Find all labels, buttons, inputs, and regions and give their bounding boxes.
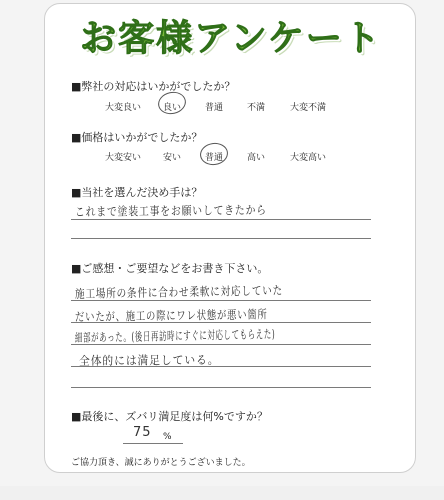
satisfaction-value: 75 [133,425,152,440]
price-option-2[interactable]: 安い [163,153,182,163]
service-option-1[interactable]: 大変良い [105,103,142,113]
footer-strip [0,486,444,500]
comment-answer-line-4: 全体的には満足している。 [78,352,220,368]
survey-card [44,3,416,473]
price-option-5[interactable]: 大変高い [290,153,327,163]
question-reason [71,184,202,200]
question-reason-text: ■当社を選んだ決め手は？ [71,186,203,199]
selected-price-circle [199,141,230,167]
question-price [71,129,202,145]
question-service-text: ■弊社の対応はいかがでしたか？ [71,80,236,93]
service-option-2[interactable]: 良い [163,103,182,113]
service-option-3[interactable]: 普通 [205,103,224,113]
comment-answer-line-2: だいたが、施工の際にワレ状態が悪い箇所 [74,307,268,324]
satisfaction-unit: % [163,432,172,442]
question-comments-text: ■ご感想・ご要望などをお書き下さい。 [71,262,269,275]
question-satisfaction [71,408,268,424]
comment-line-5 [71,387,371,388]
price-option-4[interactable]: 高い [247,153,266,163]
service-option-5[interactable]: 大変不満 [290,103,327,113]
reason-answer: これまで塗装工事をお願いしてきたから [74,202,267,219]
comment-answer-line-3: 細部があった。(後日再訪時にすぐに対応してもらえた) [74,327,276,345]
question-comments [71,260,268,276]
reason-line-1 [71,219,371,220]
survey-title: お客様アンケート [80,18,382,59]
price-option-3[interactable]: 普通 [205,153,224,163]
price-option-1[interactable]: 大変安い [105,153,142,163]
reason-line-2 [71,238,371,239]
satisfaction-line [123,443,183,444]
thanks-message: ご協力頂き、誠にありがとうございました。 [71,458,251,468]
service-option-4[interactable]: 不満 [247,103,266,113]
question-service [71,78,235,94]
comment-answer-line-1: 施工場所の条件に合わせ柔軟に対応していた [74,283,284,301]
question-satisfaction-text: ■最後に、ズバリ満足度は何%ですか？ [71,410,268,423]
question-price-text: ■価格はいかがでしたか？ [71,131,203,144]
